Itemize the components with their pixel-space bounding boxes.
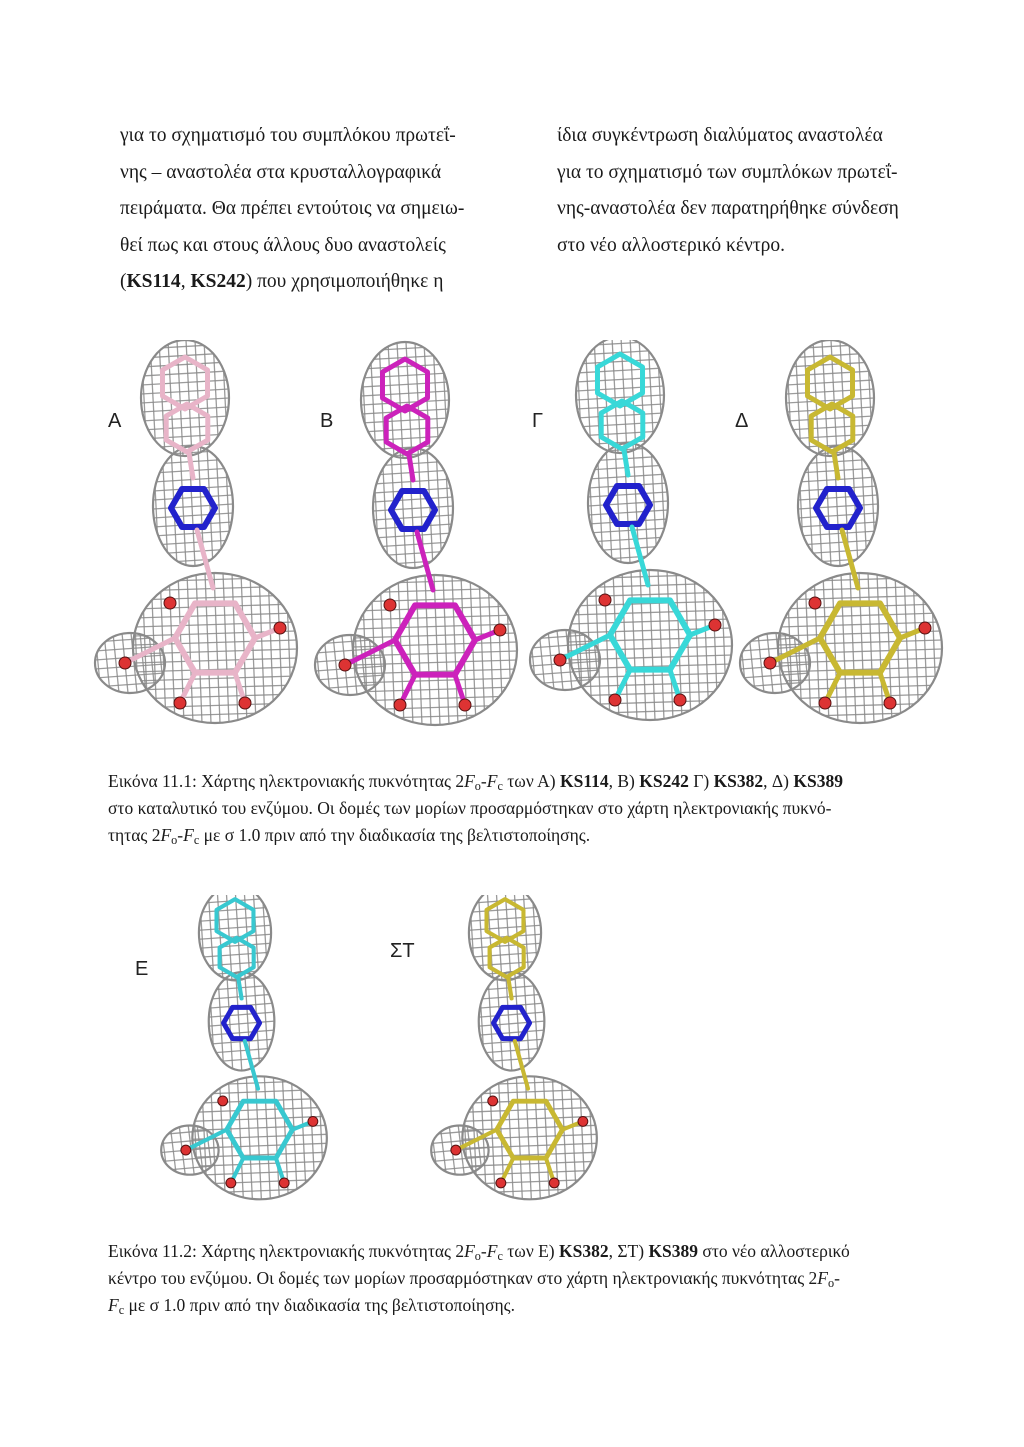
text-fragment: , [180,271,191,292]
panel-label: ΣΤ [390,940,415,962]
mesh-line [479,1030,545,1035]
mesh-line [640,570,646,720]
mesh-line [225,446,231,566]
mesh-line [825,446,831,566]
mesh-line [786,362,874,367]
ligand-bond [409,455,413,480]
mesh-line [209,1021,275,1026]
caption-line: στο καταλυτικό του ενζύμου. Οι δομές των μορίων προσαρμόστηκαν στο χάρτη ηλεκτρονιακής πυκνό- [108,798,832,818]
mesh-line [141,371,229,376]
mesh-line [631,570,637,720]
mesh-line [576,359,664,364]
mesh-line [199,952,271,957]
mesh-line [778,658,942,663]
oxygen-atom [279,1178,289,1188]
mesh-line [416,575,422,725]
mesh-line [187,573,193,723]
oxygen-atom [226,1178,236,1188]
oxygen-atom [709,619,721,631]
caption-text: Εικόνα 11.1: Χάρτης ηλεκτρονιακής πυκνότητας 2 [108,771,465,791]
oxygen-atom [451,1145,461,1155]
mesh-line [133,649,297,654]
mesh-line [660,443,666,563]
caption-text: Εικόνα 11.2: Χάρτης ηλεκτρονιακής πυκνότητας 2 [108,1241,465,1261]
caption-text: , Δ) [763,771,794,791]
ligand-bond [834,453,838,478]
caption-text: των Α) [502,771,560,791]
caption-subscript: o [474,1249,481,1263]
mesh-line [568,709,732,714]
caption-subscript: c [193,833,200,847]
mesh-line [333,635,339,695]
mesh-line [209,1048,275,1053]
caption-text: τητας 2 [108,825,161,845]
mesh-line [568,700,732,705]
caption-symbol: F [817,1268,828,1288]
mesh-line [286,573,292,723]
oxygen-atom [609,694,621,706]
oxygen-atom [339,659,351,671]
mesh-line [407,575,413,725]
mesh-line [361,346,449,351]
mesh-line [141,344,229,349]
caption-text: - [480,771,487,791]
mesh-line [353,705,517,710]
oxygen-atom [164,597,176,609]
mesh-line [568,655,732,660]
oxygen-atom [819,697,831,709]
caption-text: - [834,1268,840,1288]
mesh-line [373,560,453,565]
caption-line [108,1238,940,1265]
ligand-bond [624,450,628,475]
mesh-line [133,577,297,582]
caption-subscript: o [827,1276,835,1290]
mesh-line [868,573,874,723]
mesh-line [778,649,942,654]
mesh-line [214,573,220,723]
oxygen-atom [459,699,471,711]
mesh-line [568,574,732,579]
mesh-line [192,1080,326,1085]
caption-subscript: o [474,779,481,793]
panel-label: Γ [532,410,544,432]
density-mesh-patch [479,967,548,1070]
mesh-line [113,633,119,693]
caption-subscript: o [171,833,178,847]
mesh-line [209,1030,275,1035]
caption-line [108,768,940,795]
oxygen-atom [809,597,821,609]
mesh-line [425,575,431,725]
inhibitor-name: KS114 [559,771,609,791]
oxygen-atom [554,654,566,666]
mesh-line [870,446,876,566]
mesh-line [353,624,517,629]
mesh-line [667,570,673,720]
mesh-line [209,1012,275,1017]
mesh-line [658,570,664,720]
mesh-line [931,573,937,723]
mesh-line [443,575,449,725]
caption-symbol: F [108,1295,119,1315]
inhibitor-name: KS242 [190,271,246,292]
mesh-line [850,573,856,723]
mesh-line [657,340,663,453]
panel-label: Α [108,410,122,432]
oxygen-atom [494,624,506,636]
mesh-line [361,364,449,369]
mesh-line [786,371,874,376]
body-text-right-column [557,118,929,264]
inhibitor-name: KS242 [639,771,689,791]
caption-text: των Ε) [502,1241,559,1261]
mesh-line [758,633,764,693]
mesh-line [525,1076,531,1199]
mesh-line [361,373,449,378]
mesh-line [133,712,297,717]
inhibitor-name: KS382 [559,1241,609,1261]
mesh-line [922,573,928,723]
caption-text: κέντρο του ενζύμου. Οι δομές των μορίων προσαρμόστηκαν στο χάρτη ηλεκτρονιακής πυκνότητας 2 [108,1268,818,1288]
mesh-line [180,446,186,566]
caption-symbol: F [486,1241,498,1261]
caption-line [108,1265,940,1292]
mesh-line [841,573,847,723]
text-line: ίδια συγκέντρωση διαλύματος αναστολέα [557,125,883,146]
text-fragment: ( [120,271,127,292]
oxygen-atom [674,694,686,706]
caption-text: , Β) [608,771,640,791]
caption-subscript: c [497,1249,503,1263]
oxygen-atom [174,697,186,709]
mesh-line [469,943,541,948]
inhibitor-name: KS114 [126,271,181,292]
mesh-line [255,1076,261,1199]
caption-symbol: F [464,1241,475,1261]
mesh-line [497,972,503,1070]
density-mesh-patch [209,967,278,1070]
caption-subscript: c [497,779,503,793]
ligand-bond [189,453,193,478]
text-line: στο νέο αλλοστερικό κέντρο. [557,234,786,256]
mesh-line [205,573,211,723]
oxygen-atom [218,1096,228,1106]
oxygen-atom [239,697,251,709]
mesh-line [434,575,440,725]
mesh-line [568,619,732,624]
text-line: νης – αναστολέα στα κρυσταλλογραφικά [120,161,442,183]
mesh-line [778,712,942,717]
ligand-ring [217,899,254,942]
oxygen-atom [884,697,896,709]
mesh-line [462,1188,596,1193]
mesh-line [506,575,512,725]
inhibitor-name: KS389 [793,771,843,791]
caption-subscript: c [118,1303,125,1317]
body-text-left-column [120,118,500,301]
mesh-line [576,368,664,373]
oxygen-atom [119,657,131,669]
oxygen-atom [919,622,931,634]
figure-caption-11-2 [108,1238,940,1319]
caption-symbol: F [160,825,172,845]
mesh-line [579,1076,585,1199]
text-line: θεί πως και στους άλλους δυο αναστολείς [120,234,446,256]
mesh-line [445,448,451,568]
mesh-line [649,570,655,720]
mesh-line [778,703,942,708]
mesh-line [199,943,271,948]
caption-line [108,822,940,849]
mesh-line [576,341,664,346]
oxygen-atom [496,1178,506,1188]
mesh-line [353,579,517,584]
mesh-line [548,630,554,690]
mesh-line [588,555,668,560]
oxygen-atom [394,699,406,711]
text-line: για το σχηματισμό του συμπλόκου πρωτεΐ- [120,125,456,146]
mesh-line [786,344,874,349]
mesh-line [227,972,233,1070]
ligand-bond [508,978,511,999]
mesh-line [133,703,297,708]
mesh-line [798,558,878,563]
oxygen-atom [308,1116,318,1126]
mesh-line [877,573,883,723]
mesh-line [462,1080,596,1085]
mesh-line [353,660,517,665]
mesh-line [400,448,406,568]
mesh-line [832,573,838,723]
mesh-line [568,646,732,651]
caption-line [108,1292,940,1319]
caption-text: - [480,1241,487,1261]
mesh-line [196,573,202,723]
text-line: πειράματα. Θα πρέπει εντούτοις να σημειω- [120,198,465,219]
mesh-line [353,651,517,656]
ligand-ring [487,899,524,942]
mesh-line [192,1188,326,1193]
panel-label: Β [320,410,334,432]
figure-11-1-density-maps [0,340,1024,760]
caption-symbol: F [464,771,475,791]
text-line: νης-αναστολέα δεν παρατηρήθηκε σύνδεση [557,198,899,219]
inhibitor-name: KS389 [648,1241,699,1261]
mesh-line [141,362,229,367]
mesh-line [199,925,271,930]
oxygen-atom [384,599,396,611]
text-line: για το σχηματισμό των συμπλόκων πρωτεΐ- [557,161,898,183]
mesh-line [778,577,942,582]
oxygen-atom [488,1096,498,1106]
mesh-line [309,1076,315,1199]
mesh-line [318,1076,324,1199]
oxygen-atom [764,657,776,669]
caption-text: με σ 1.0 πριν από την διαδικασία της βελτιστοποίησης. [124,1295,515,1315]
mesh-line [232,573,238,723]
mesh-line [712,570,718,720]
mesh-line [622,570,628,720]
text-fragment: ) που χρησιμοποιήθηκε η [245,271,444,292]
oxygen-atom [599,594,611,606]
mesh-line [778,622,942,627]
mesh-line [615,443,621,563]
mesh-line [479,1048,545,1053]
caption-text: στο νέο αλλοστερικό [698,1241,850,1261]
mesh-line [469,952,541,957]
figure-11-2-density-maps [0,895,1024,1225]
oxygen-atom [181,1145,191,1155]
mesh-line [497,575,503,725]
mesh-line [353,714,517,719]
mesh-line [133,622,297,627]
mesh-line [721,570,727,720]
oxygen-atom [578,1116,588,1126]
panel-label: Ε [135,958,149,980]
caption-text: Γ) [688,771,714,791]
caption-symbol: F [183,825,194,845]
ligand-bond [238,978,241,999]
caption-text: , ΣΤ) [608,1241,649,1261]
figure-caption-11-1 [108,768,940,849]
mesh-line [469,925,541,930]
panel-label: Δ [735,410,749,432]
oxygen-atom [549,1178,559,1188]
oxygen-atom [274,622,286,634]
mesh-line [479,1021,545,1026]
inhibitor-name: KS382 [713,771,764,791]
caption-symbol: F [486,771,498,791]
mesh-line [153,558,233,563]
mesh-line [588,1076,594,1199]
caption-text: με σ 1.0 πριν από την διαδικασία της βελτιστοποίησης. [199,825,591,845]
text-line [120,264,500,301]
mesh-line [277,573,283,723]
mesh-line [133,658,297,663]
mesh-line [452,575,458,725]
mesh-line [859,573,865,723]
mesh-line [223,573,229,723]
mesh-line [479,1012,545,1017]
caption-text: - [177,825,184,845]
